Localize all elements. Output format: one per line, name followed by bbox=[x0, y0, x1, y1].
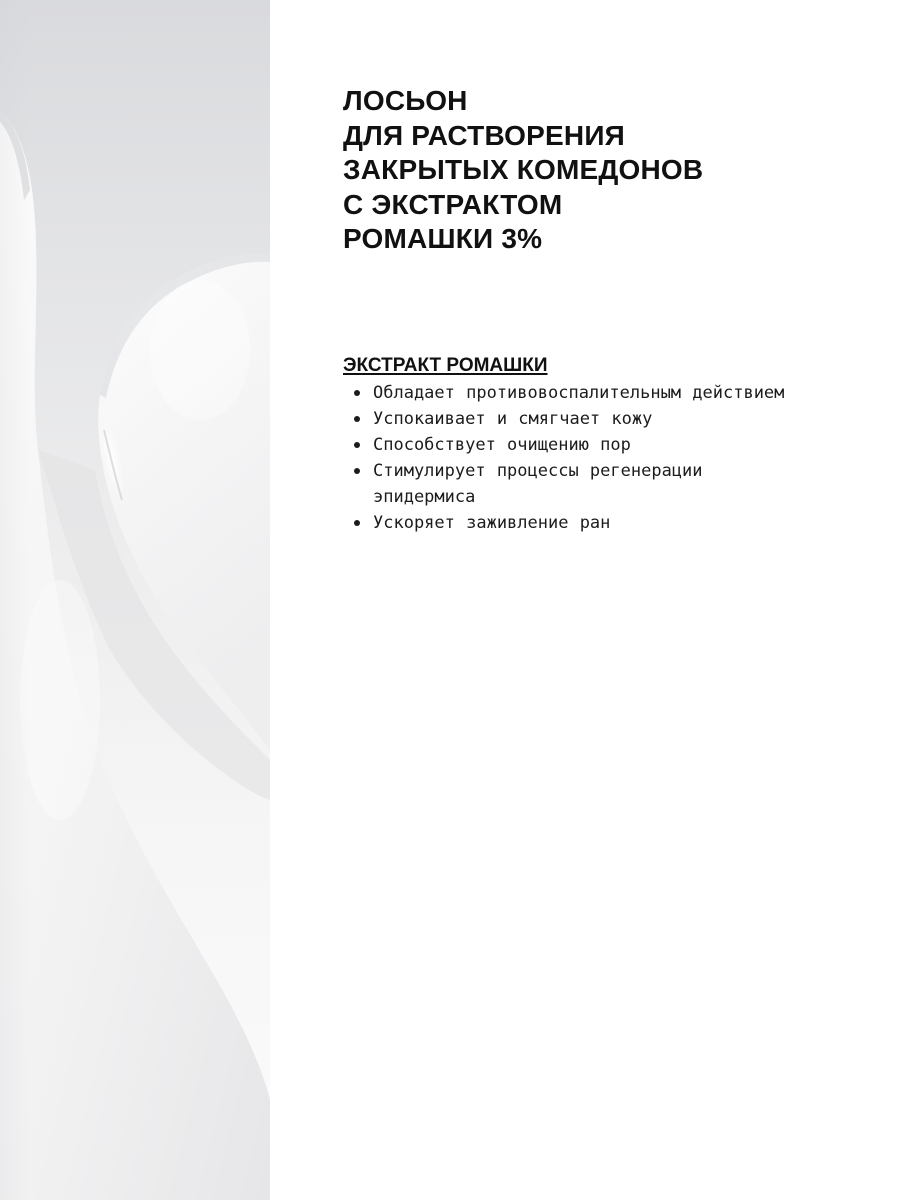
ingredient-section bbox=[343, 355, 863, 536]
list-item: Способствует очищению пор bbox=[343, 432, 803, 458]
list-item: Обладает противовоспалительным действием bbox=[343, 380, 803, 406]
lotion-texture-image bbox=[0, 0, 270, 1200]
lotion-texture-illustration bbox=[0, 0, 270, 1200]
benefits-list bbox=[343, 380, 863, 536]
title-line: РОМАШКИ 3% bbox=[343, 223, 543, 254]
text-content bbox=[343, 84, 863, 536]
list-item: Ускоряет заживление ран bbox=[343, 510, 803, 536]
section-heading: ЭКСТРАКТ РОМАШКИ bbox=[343, 354, 548, 376]
title-line: С ЭКСТРАКТОМ bbox=[343, 188, 563, 220]
list-item: Стимулирует процессы регенерации эпидермиса bbox=[343, 458, 803, 510]
title-line: ДЛЯ РАСТВОРЕНИЯ bbox=[343, 119, 625, 151]
title-line: ЗАКРЫТЫХ КОМЕДОНОВ bbox=[343, 154, 704, 185]
title-line: ЛОСЬОН bbox=[343, 85, 468, 116]
product-title bbox=[343, 84, 863, 257]
list-item: Успокаивает и смягчает кожу bbox=[343, 406, 803, 432]
